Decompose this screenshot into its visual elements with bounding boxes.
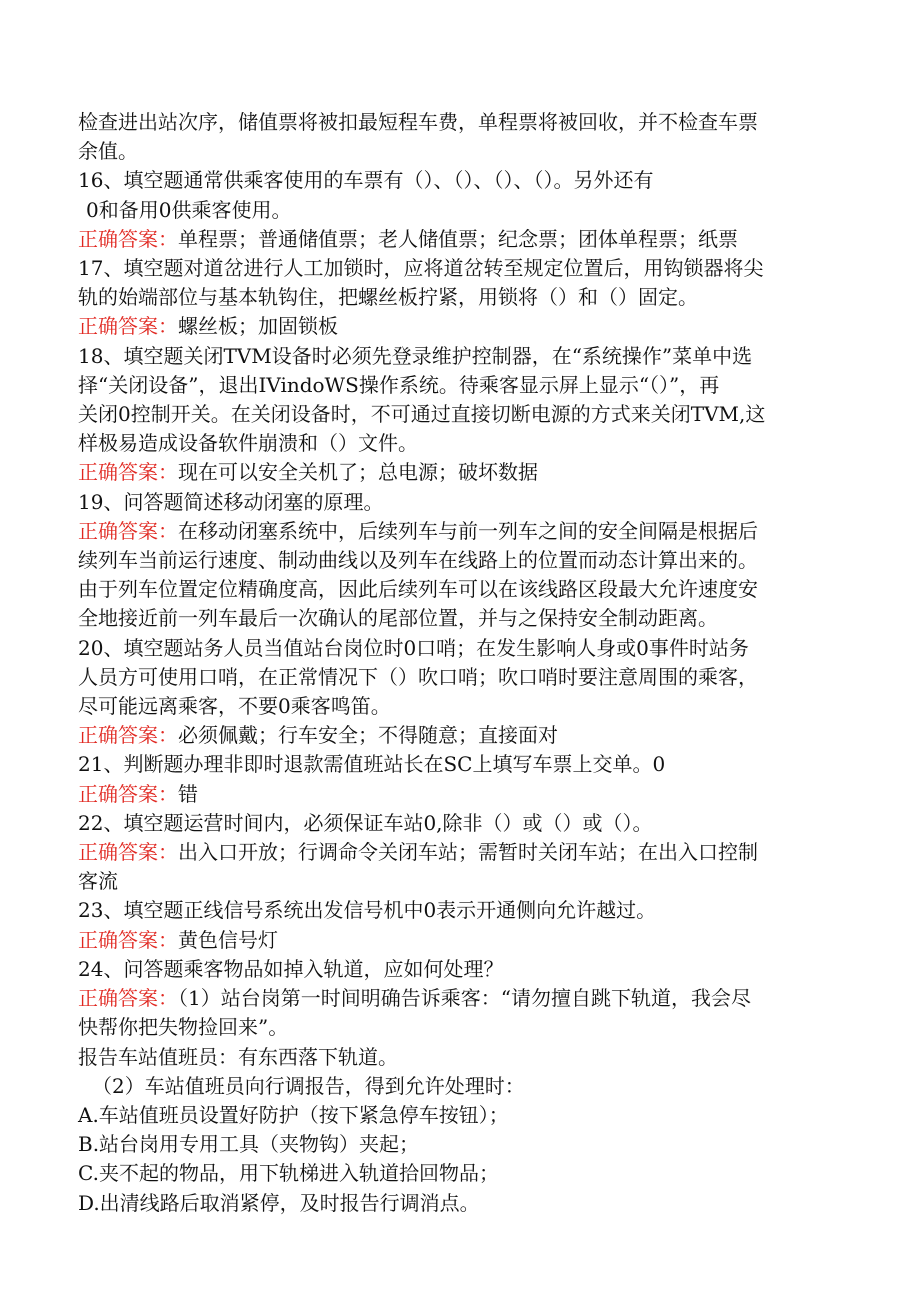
answer-text: 出入口开放；行调命令关闭车站；需暂时关闭车站；在出入口控制 [178,840,758,865]
answer-label: 正确答案： [78,840,178,865]
answer-line [78,458,838,487]
answer-label: 正确答案： [78,986,178,1011]
answer-text: 黄色信号灯 [178,927,278,952]
text-line: 18、填空题关闭TVM设备时必须先登录维护控制器，在“系统操作”菜单中选 [78,343,753,368]
text-line: 24、问答题乘客物品如掉入轨道，应如何处理？ [78,956,504,981]
text-line: 报告车站值班员：有东西落下轨道。 [78,1044,398,1069]
answer-text: （1）站台岗第一时间明确告诉乘客：“请勿擅自跳下轨道，我会尽 [178,986,751,1011]
answer-line [78,838,838,867]
answer-line [78,312,838,341]
text-line: （2）车站值班员向行调报告，得到允许处理时： [92,1073,525,1098]
text-line: 余值。 [78,139,138,164]
text-line: 由于列车位置定位精确度高，因此后续列车可以在该线路区段最大允许速度安 [78,577,758,602]
text-line: 检查进出站次序，储值票将被扣最短程车费，单程票将被回收，并不检查车票 [78,110,758,134]
answer-text: 错 [178,781,198,806]
text-line: A.车站值班员设置好防护（按下紧急停车按钮）； [78,1102,509,1127]
text-line: 快帮你把失物捡回来”。 [78,1015,289,1040]
text-line: 23、填空题正线信号系统出发信号机中0表示开通侧向允许越过。 [78,898,657,923]
text-line: 样极易造成设备软件崩溃和（）文件。 [78,431,418,456]
text-line: 22、填空题运营时间内，必须保证车站0,除非（）或（）或（）。 [78,810,653,835]
text-line: 续列车当前运行速度、制动曲线以及列车在线路上的位置而动态计算出来的。 [78,548,758,573]
document-content [78,108,838,1218]
answer-text: 单程票；普通储值票；老人储值票；纪念票；团体单程票；纸票 [178,226,738,251]
answer-text: 现在可以安全关机了；总电源；破坏数据 [178,460,538,485]
text-line: C.夹不起的物品，用下轨梯进入轨道拾回物品； [78,1161,499,1186]
text-line: 全地接近前一列车最后一次确认的尾部位置，并与之保持安全制动距离。 [78,606,718,631]
text-line: 尽可能远离乘客，不要0乘客鸣笛。 [78,694,391,719]
answer-line [78,780,838,809]
text-line: B.站台岗用专用工具（夹物钩）夹起； [78,1132,420,1157]
text-line: 客流 [78,869,118,894]
answer-label: 正确答案： [78,226,178,251]
text-line: 关闭0控制开关。在关闭设备时，不可通过直接切断电源的方式来关闭TVM,这 [78,402,766,427]
answer-line [78,517,838,546]
text-line: 16、填空题通常供乘客使用的车票有（）、（）、（）、（）。另外还有 [78,168,654,193]
text-line: 轨的始端部位与基本轨钩住，把螺丝板拧紧，用锁将（）和（）固定。 [78,285,698,310]
answer-text: 螺丝板；加固锁板 [178,314,338,339]
text-line: 人员方可使用口哨，在正常情况下（）吹口哨；吹口哨时要注意周围的乘客， [78,664,758,689]
answer-line [78,721,838,750]
answer-label: 正确答案： [78,314,178,339]
answer-line [78,926,838,955]
answer-text: 在移动闭塞系统中，后续列车与前一列车之间的安全间隔是根据后 [178,518,758,543]
text-line: 0和备用0供乘客使用。 [86,197,292,222]
text-line: 17、填空题对道岔进行人工加锁时，应将道岔转至规定位置后，用钩锁器将尖 [78,256,764,281]
answer-label: 正确答案： [78,927,178,952]
answer-text: 必须佩戴；行车安全；不得随意；直接面对 [178,723,558,748]
answer-line [78,225,838,254]
answer-label: 正确答案： [78,518,178,543]
answer-label: 正确答案： [78,460,178,485]
answer-label: 正确答案： [78,723,178,748]
text-line: 择“关闭设备”，退出IVindoWS操作系统。待乘客显示屏上显示“（）”，再 [78,372,720,397]
answer-line [78,984,838,1013]
text-line: 19、问答题简述移动闭塞的原理。 [78,489,384,514]
text-line: D.出清线路后取消紧停，及时报告行调消点。 [78,1190,480,1215]
answer-label: 正确答案： [78,781,178,806]
text-line: 21、判断题办理非即时退款需值班站长在SC上填写车票上交单。0 [78,752,666,777]
text-line: 20、填空题站务人员当值站台岗位时0口哨；在发生影响人身或0事件时站务 [78,635,749,660]
